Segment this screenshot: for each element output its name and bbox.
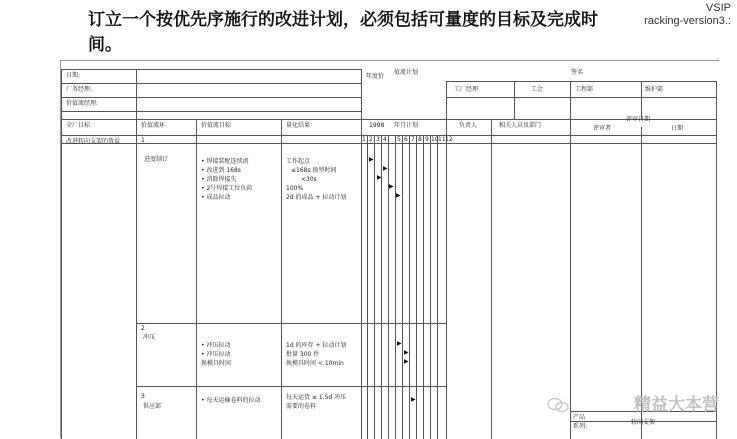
- loop1-result-3: <30s: [301, 176, 317, 183]
- rule: [446, 81, 716, 82]
- loop1-number: 1: [141, 137, 145, 144]
- loop3-name: 供应部: [143, 403, 162, 410]
- rule: [61, 69, 361, 70]
- month-11: 11: [438, 136, 446, 143]
- rule: [136, 119, 137, 439]
- month-rule: [430, 135, 431, 439]
- date-label: 日期:: [66, 72, 81, 79]
- loop2-result-1: 1d 的库存 + 拉动计划: [286, 342, 347, 349]
- rule: [446, 119, 447, 439]
- rule: [136, 386, 446, 387]
- loop2-result-2: 批量 300 件: [286, 351, 320, 358]
- loop2-name: 冲压: [143, 334, 156, 341]
- month-rule: [437, 135, 438, 439]
- month-10: 10: [431, 136, 439, 143]
- col-monthly-plan: 年月计划: [394, 122, 419, 129]
- loop2-result-3: 换模具时间 < 10min: [286, 360, 344, 367]
- loop1-target-1: • 焊接装配连续流: [201, 158, 249, 165]
- col-vs-flow: 价值流环: [141, 122, 166, 129]
- watermark-text: 精益大本营: [634, 395, 719, 415]
- corner-label: [621, 2, 731, 28]
- loop1-result-1: 工作起点: [286, 158, 311, 165]
- loop2-target-2: • 冲压拉动: [201, 351, 231, 358]
- loop2-target-3: 换模具时间: [201, 360, 232, 367]
- loop3-target-1: • 每天运输卷料的拉动: [201, 397, 261, 404]
- rule: [491, 119, 492, 439]
- month-rule: [416, 135, 417, 439]
- plant-manager-col: 工厂经理: [454, 86, 479, 93]
- col-reviewer: 评审者: [593, 125, 612, 132]
- rule: [281, 119, 282, 439]
- col-vs-target: 价值流目标: [201, 122, 232, 129]
- rule: [361, 119, 362, 439]
- rule: [446, 81, 447, 119]
- rule: [446, 97, 716, 98]
- rule: [61, 97, 361, 98]
- plant-target-text: 改进转向支架的效益: [66, 138, 121, 145]
- form-right-border: [716, 81, 717, 439]
- col-owner: 负责人: [459, 122, 478, 129]
- vs-manager-label: 价值流经理:: [66, 100, 99, 107]
- col-measurable: 量化结果: [286, 122, 311, 129]
- scanned-form: [60, 60, 719, 438]
- rule: [136, 69, 137, 119]
- timeline-arrow: ▶: [389, 183, 394, 190]
- loop1-target-5: • 成品拉动: [201, 194, 231, 201]
- month-rule: [402, 135, 403, 439]
- product-value: 转向支架: [631, 419, 656, 426]
- timeline-arrow: ▶: [369, 156, 374, 163]
- month-3: 3: [376, 136, 380, 143]
- rule: [361, 69, 362, 119]
- rule: [196, 119, 197, 439]
- month-9: 9: [425, 136, 429, 143]
- timeline-arrow: ▶: [404, 349, 409, 356]
- month-7: 7: [411, 136, 415, 143]
- form-left-border: [61, 69, 62, 439]
- col-related: 相关人员及部门: [499, 122, 542, 129]
- corner-line-1: VSIP: [705, 2, 731, 14]
- loop3-result-2: 需要的卷料: [286, 403, 317, 410]
- loop1-result-4: 100%: [286, 185, 304, 192]
- loop1-result-2: ≤168s 换型时间: [291, 167, 337, 174]
- month-6: 6: [404, 136, 408, 143]
- loop1-name: 进度制订: [144, 156, 169, 163]
- corner-line-2: racking-version3.:: [644, 15, 731, 27]
- loop2-target-1: • 冲压拉动: [201, 342, 231, 349]
- union-col: 工会: [531, 86, 544, 93]
- loop1-result-5: 2d 的成品 + 拉动计划: [286, 194, 347, 201]
- col-year: 1998: [369, 122, 385, 129]
- rule: [514, 81, 515, 119]
- month-4: 4: [383, 136, 387, 143]
- rule: [570, 119, 571, 439]
- month-5: 5: [397, 136, 401, 143]
- month-8: 8: [418, 136, 422, 143]
- rule: [136, 323, 446, 324]
- loop1-target-4: • 2号焊接工位负荷: [201, 185, 253, 192]
- timeline-arrow: ▶: [404, 358, 409, 365]
- month-12: 12: [445, 136, 453, 143]
- page-heading: 订立一个按优先序施行的改进计划，必须包括可量度的目标及完成时间。: [88, 10, 598, 55]
- month-rule: [374, 135, 375, 439]
- series-label: 系列:: [573, 423, 588, 430]
- rule: [61, 111, 361, 112]
- month-rule: [423, 135, 424, 439]
- month-rule: [367, 135, 368, 439]
- month-2: 2: [369, 136, 373, 143]
- col-date: 日期: [671, 125, 684, 132]
- month-1: 1: [362, 136, 366, 143]
- product-label: 产品: [573, 414, 586, 421]
- plant-manager-label: 厂务经理:: [66, 86, 93, 93]
- timeline-arrow: ▶: [377, 174, 382, 181]
- loop1-target-2: • 改进到 168s: [201, 167, 241, 174]
- maintenance-col: 维护部: [645, 86, 664, 93]
- timeline-arrow: ▶: [383, 165, 388, 172]
- wechat-watermark-icon: [547, 397, 569, 413]
- month-rule: [395, 135, 396, 439]
- vs-plan-label: 值流计划: [394, 69, 419, 76]
- month-rule: [388, 135, 389, 439]
- sign-label: 签名: [571, 69, 584, 76]
- rule: [61, 83, 361, 84]
- rule: [641, 81, 642, 119]
- month-rule: [409, 135, 410, 439]
- loop1-target-3: • 消除焊接失: [201, 176, 237, 183]
- loop3-result-1: 每天运货 ≤ 1.5d 冲压: [286, 394, 347, 401]
- rule: [61, 119, 716, 120]
- timeline-arrow: ▶: [411, 396, 416, 403]
- annual-value-label: 年度价: [366, 73, 385, 80]
- col-plant-target: 全厂目标: [66, 122, 91, 129]
- engineering-col: 工程部: [575, 86, 594, 93]
- loop2-number: 2: [141, 325, 145, 332]
- loop3-number: 3: [141, 393, 145, 400]
- rule: [570, 81, 571, 119]
- timeline-arrow: ▶: [396, 192, 401, 199]
- col-review-date: 评审日期: [626, 116, 651, 123]
- timeline-arrow: ▶: [397, 340, 402, 347]
